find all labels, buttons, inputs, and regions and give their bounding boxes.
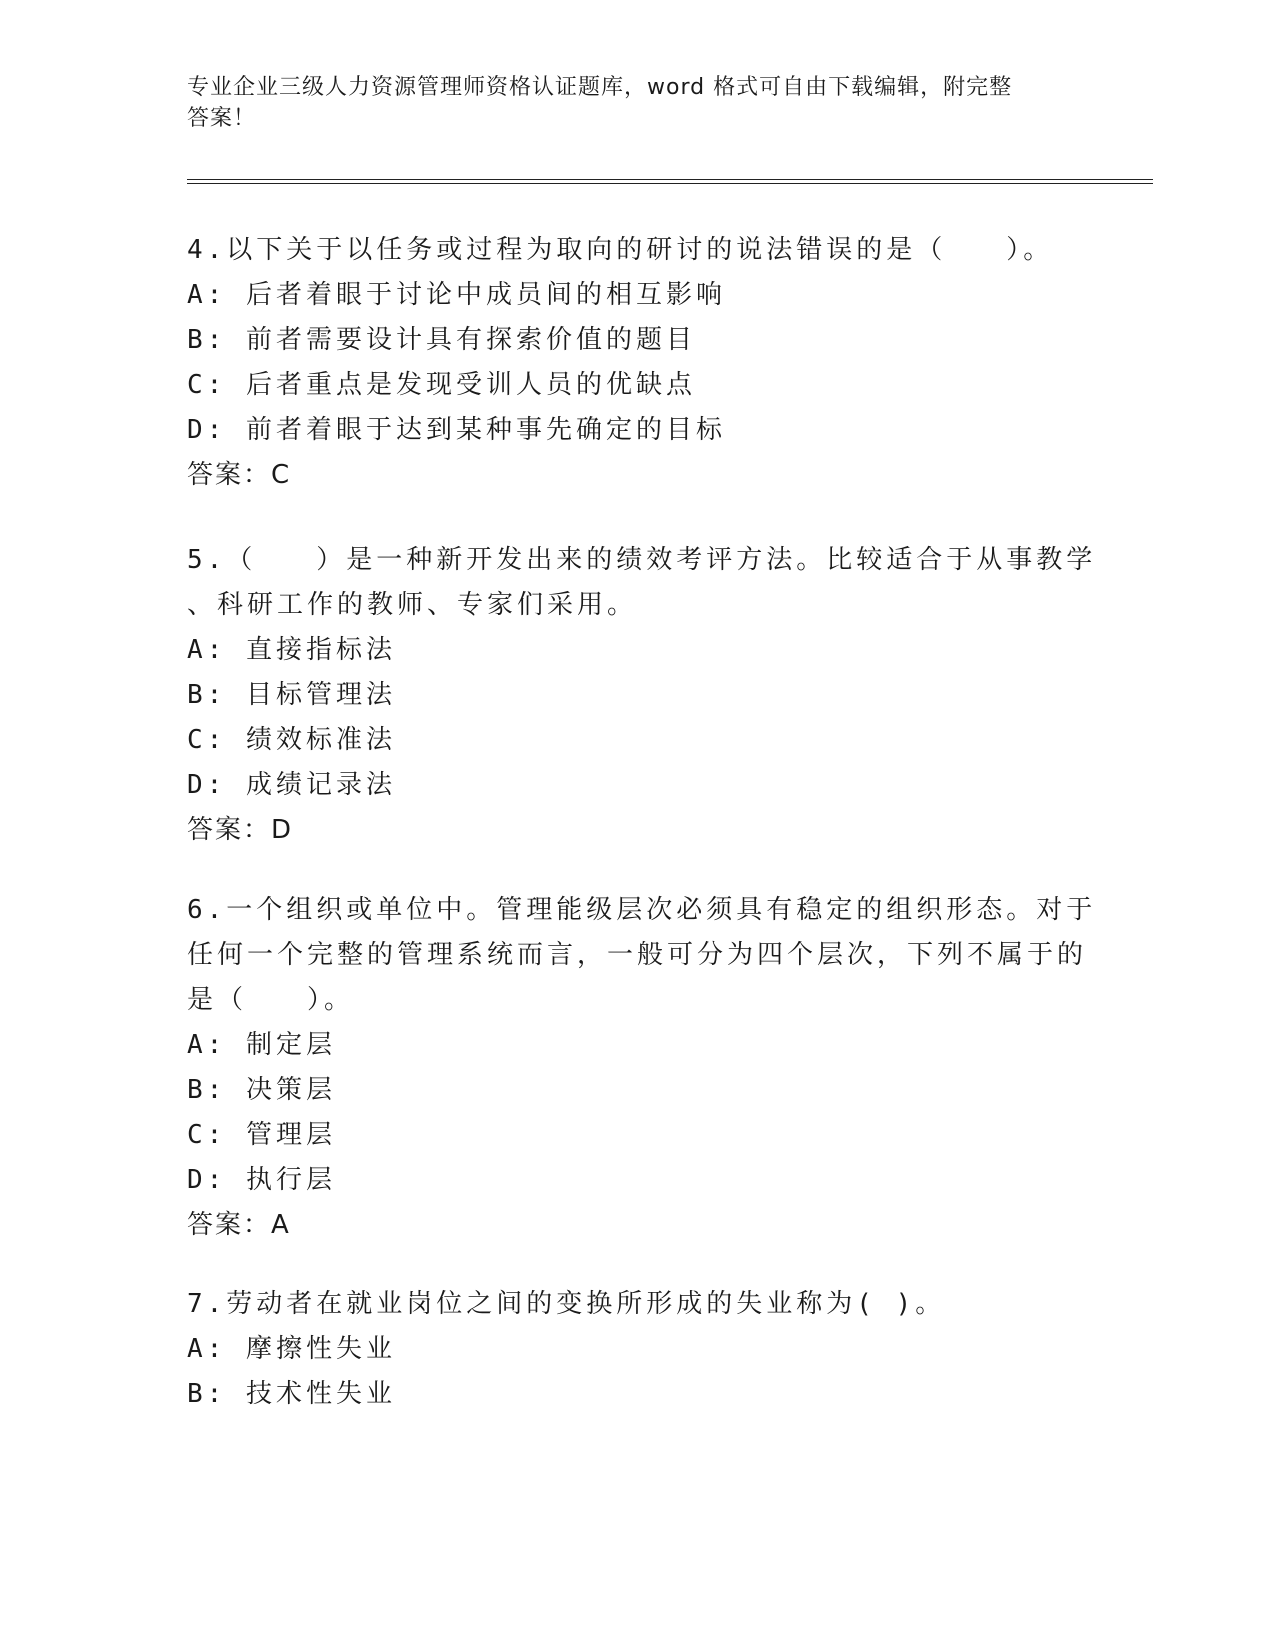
question-stem-line-2: 、科研工作的教师、专家们采用。 [187, 590, 638, 620]
header-line-1: 专业企业三级人力资源管理师资格认证题库，word 格式可自由下载编辑，附完整 [187, 75, 1013, 100]
question-stem-line-1: 5.（ ）是一种新开发出来的绩效考评方法。比较适合于从事教学 [187, 545, 1097, 575]
question-stem: 7.劳动者在就业岗位之间的变换所形成的失业称为( )。 [187, 1289, 946, 1319]
option-b: B: 目标管理法 [187, 680, 396, 710]
option-a: A: 摩擦性失业 [187, 1334, 396, 1364]
question-stem-line-1: 6.一个组织或单位中。管理能级层次必须具有稳定的组织形态。对于 [187, 895, 1097, 925]
question-stem-line-3: 是（ ）。 [187, 985, 355, 1015]
option-a: A: 直接指标法 [187, 635, 396, 665]
question-stem: 4.以下关于以任务或过程为取向的研讨的说法错误的是（ ）。 [187, 235, 1054, 265]
question-6 [187, 888, 1097, 1248]
question-stem-line-2: 任何一个完整的管理系统而言，一般可分为四个层次，下列不属于的 [187, 940, 1088, 970]
header-divider-bottom [187, 183, 1153, 184]
header-divider-top [187, 179, 1153, 180]
option-d: D: 前者着眼于达到某种事先确定的目标 [187, 415, 726, 445]
question-7 [187, 1282, 1067, 1417]
option-c: C: 绩效标准法 [187, 725, 396, 755]
option-b: B: 技术性失业 [187, 1379, 396, 1409]
header-line-2: 答案！ [187, 106, 257, 131]
question-4 [187, 228, 1067, 498]
option-b: B: 决策层 [187, 1075, 336, 1105]
option-c: C: 管理层 [187, 1120, 336, 1150]
option-c: C: 后者重点是发现受训人员的优缺点 [187, 370, 696, 400]
answer: 答案：C [187, 460, 292, 490]
answer: 答案：A [187, 1210, 291, 1240]
option-d: D: 成绩记录法 [187, 770, 396, 800]
option-d: D: 执行层 [187, 1165, 336, 1195]
option-a: A: 制定层 [187, 1030, 336, 1060]
document-header [187, 72, 1067, 134]
option-a: A: 后者着眼于讨论中成员间的相互影响 [187, 280, 726, 310]
option-b: B: 前者需要设计具有探索价值的题目 [187, 325, 696, 355]
question-5 [187, 538, 1097, 853]
answer: 答案：D [187, 815, 294, 845]
